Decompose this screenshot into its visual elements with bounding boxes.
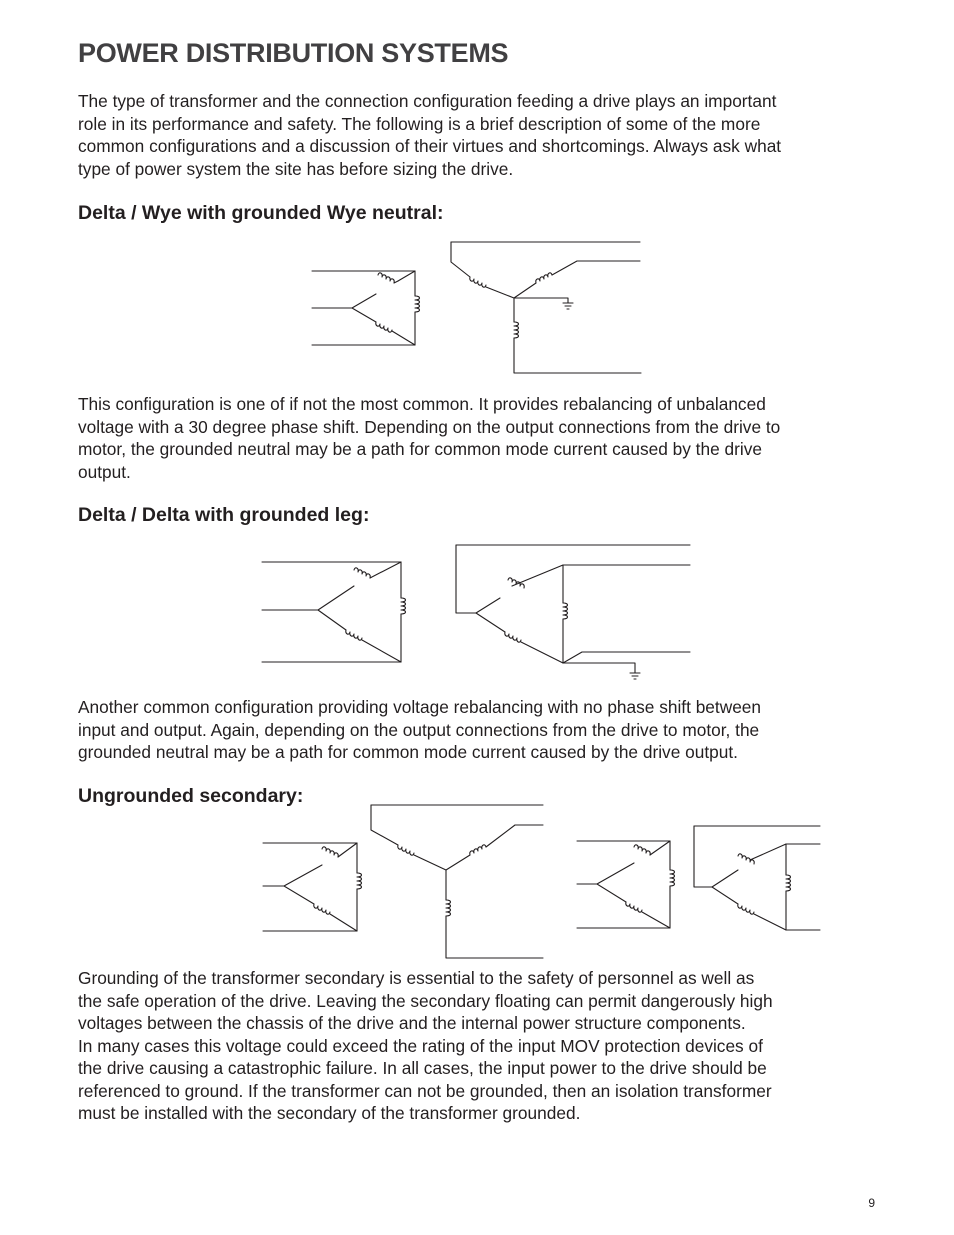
heading-delta-wye: Delta / Wye with grounded Wye neutral: bbox=[78, 202, 444, 224]
delta-secondary-symbol bbox=[456, 545, 690, 679]
intro-paragraph: The type of transformer and the connection configuration feeding a drive plays an important role in its performance and safety. The following is a brief description of some of the more common configurations and a discussion of their virtues and shortcomings. Always ask what type of power system the site has before sizing the drive. bbox=[78, 91, 782, 179]
delta-primary-symbol bbox=[312, 271, 420, 345]
delta-delta-paragraph: Another common configuration providing voltage rebalancing with no phase shift between input and output. Again, depending on the output connections from the drive to motor, the grounded neutral may be a path for common mode current caused by the drive output. bbox=[78, 697, 762, 762]
ungrounded-delta-delta-diagram bbox=[577, 826, 820, 930]
delta-wye-diagram bbox=[312, 242, 641, 373]
ungrounded-paragraph: Grounding of the transformer secondary is essential to the safety of personnel as well as the safe operation of the drive. Leaving the secondary floating can permit dangerously high voltages between the chassis of the drive and the internal power structure components. In many cases this voltage could exceed the rating of the input MOV protection devices of the drive causing a catastrophic failure. In all cases, the input power to the drive should be referenced to ground. If the transformer can not be grounded, then an isolation transformer must be installed with the secondary of the transformer grounded. bbox=[78, 968, 773, 1123]
delta-primary-symbol bbox=[577, 841, 675, 928]
page-number: 9 bbox=[868, 1196, 875, 1210]
delta-secondary-symbol bbox=[694, 826, 820, 930]
delta-primary-symbol bbox=[262, 562, 406, 662]
wye-secondary-symbol bbox=[451, 242, 641, 373]
delta-wye-paragraph: This configuration is one of if not the most common. It provides rebalancing of unbalanced voltage with a 30 degree phase shift. Depending on the output connections from the drive to motor, the grounded neutral may be a path for common mode current caused by the drive output. bbox=[78, 394, 781, 482]
heading-delta-delta: Delta / Delta with grounded leg: bbox=[78, 504, 370, 526]
heading-ungrounded: Ungrounded secondary: bbox=[78, 785, 304, 807]
delta-delta-diagram bbox=[262, 545, 690, 679]
wye-secondary-symbol bbox=[371, 805, 543, 958]
ungrounded-delta-wye-diagram bbox=[263, 805, 543, 958]
delta-primary-symbol bbox=[263, 843, 362, 931]
page-title: POWER DISTRIBUTION SYSTEMS bbox=[78, 38, 509, 68]
